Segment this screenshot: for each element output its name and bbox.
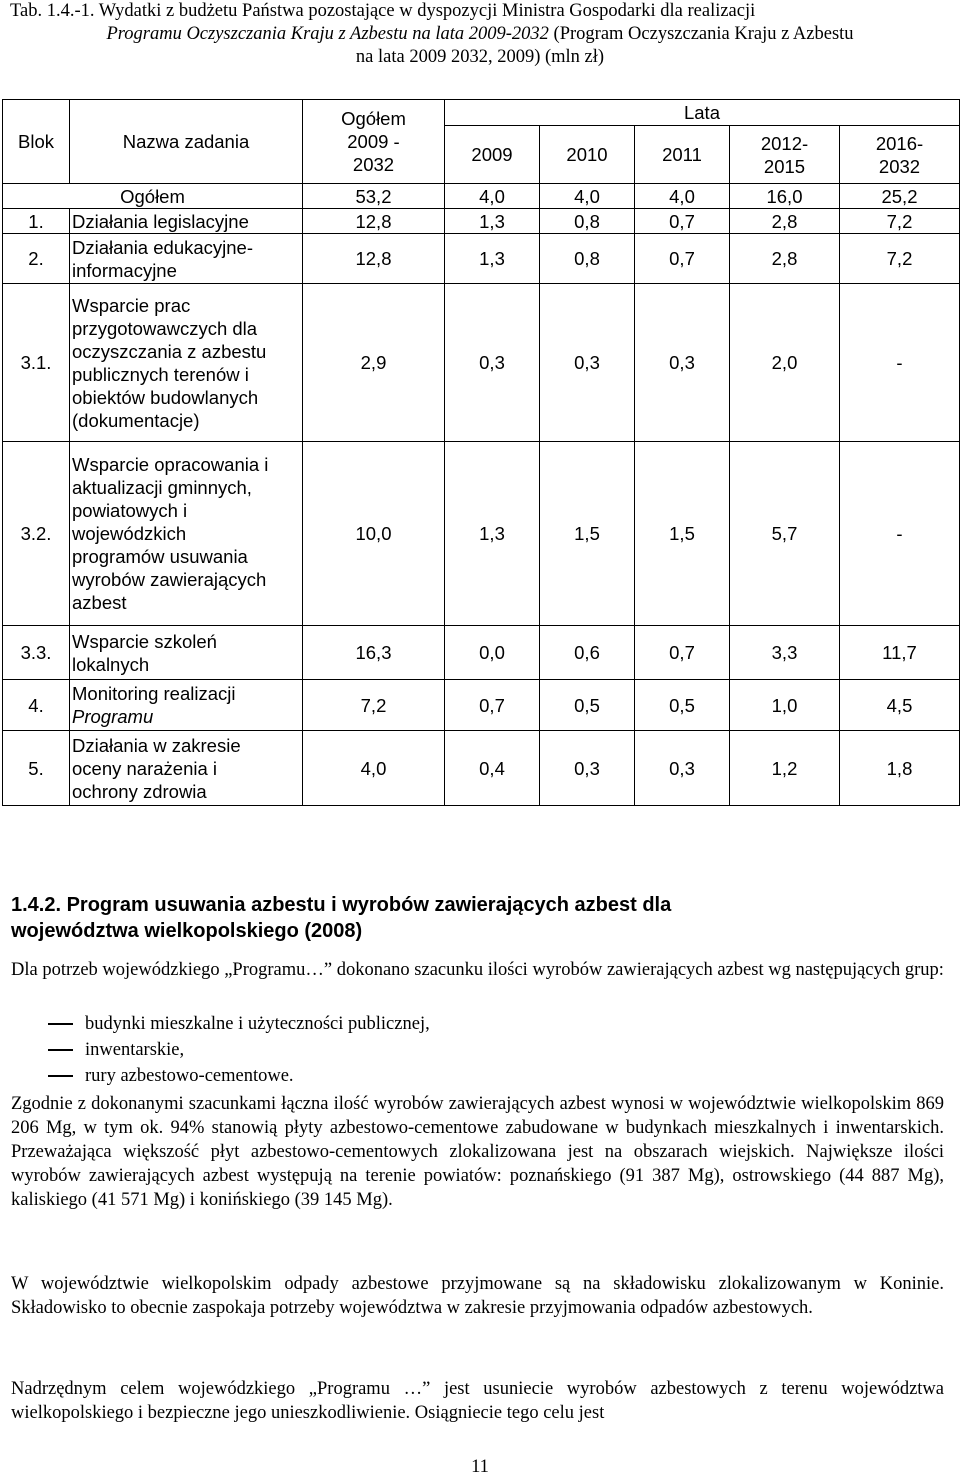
- caption-line-2: [106, 24, 853, 44]
- row-value: 5,7: [730, 442, 840, 626]
- table-row-total: [3, 184, 960, 209]
- table-row: [3, 626, 960, 680]
- row-value: -: [840, 284, 960, 442]
- row-name: Wsparcie opracowania i aktualizacji gminnych, powiatowych i wojewódzkich programów usuwania wyrobów zawierających azbest: [70, 442, 303, 626]
- row-value: 1,2: [730, 731, 840, 806]
- row-value: 7,2: [840, 234, 960, 284]
- row-value: 0,3: [540, 284, 635, 442]
- dash-bullet: [48, 1075, 73, 1077]
- row-value: 12,8: [303, 209, 445, 234]
- row-value: -: [840, 442, 960, 626]
- row-value: 0,7: [445, 680, 540, 731]
- group-list: [11, 1011, 944, 1089]
- row-value: 2,8: [730, 234, 840, 284]
- row-value: 7,2: [840, 209, 960, 234]
- caption-program-ref: (Program Oczyszczania Kraju z Azbestu: [548, 24, 854, 44]
- paragraph-goal: Nadrzędnym celem wojewódzkiego „Programu …” jest usuniecie wyrobów azbestowych z terenu województwa wielkopolskiego i bezpieczne jego unieszkodliwienie. Osiągniecie tego celu jest: [11, 1379, 944, 1423]
- row-blok: 1.: [3, 209, 70, 234]
- table-row: [3, 442, 960, 626]
- header-year-2009: 2009: [445, 126, 540, 184]
- row-blok: 3.2.: [3, 442, 70, 626]
- row-name: Działania w zakresie oceny narażenia i ochrony zdrowia: [70, 731, 303, 806]
- row-value: 1,5: [540, 442, 635, 626]
- row-value: 0,0: [445, 626, 540, 680]
- row-value: 11,7: [840, 626, 960, 680]
- row-blok: 4.: [3, 680, 70, 731]
- dash-bullet: [48, 1023, 73, 1025]
- caption-line-3: na lata 2009 2032, 2009) (mln zł): [355, 47, 605, 67]
- table-row: [3, 284, 960, 442]
- row-value: 0,3: [540, 731, 635, 806]
- header-blok: Blok: [3, 100, 70, 184]
- paragraph-estimates: Zgodnie z dokonanymi szacunkami łączna ilość wyrobów zawierających azbest wynosi w województwie wielkopolskim 869 206 Mg, w tym ok. 94% stanowią płyty azbestowo-cementowe zabudowane w budynkach mieszkalnych i inwentarskich. Przeważająca większość płyt azbestowo-cementowych zlokalizowana jest na obszarach wiejskich. Największe ilości wyrobów zawierających azbest występują na terenie powiatów: poznańskiego (91 387 Mg), ostrowskiego (44 887 Mg), kaliskiego (41 571 Mg) i konińskiego (39 145 Mg).: [11, 1094, 944, 1210]
- row-value: 0,6: [540, 626, 635, 680]
- table-caption: [10, 0, 950, 69]
- row-value: 10,0: [303, 442, 445, 626]
- row-value: 1,3: [445, 209, 540, 234]
- row-value: 1,8: [840, 731, 960, 806]
- total-ogolem: 53,2: [303, 184, 445, 209]
- total-label: Ogółem: [3, 184, 303, 209]
- row-value: 0,5: [540, 680, 635, 731]
- total-2009: 4,0: [445, 184, 540, 209]
- row-value: 0,8: [540, 234, 635, 284]
- row-blok: 3.3.: [3, 626, 70, 680]
- table-row: [3, 680, 960, 731]
- total-2016-2032: 25,2: [840, 184, 960, 209]
- intro-paragraph: Dla potrzeb wojewódzkiego „Programu…” dokonano szacunku ilości wyrobów zawierających azbest wg następujących grup:: [11, 960, 944, 980]
- row-value: 1,5: [635, 442, 730, 626]
- header-lata: Lata: [445, 100, 960, 126]
- header-year-2010: 2010: [540, 126, 635, 184]
- row-blok: 5.: [3, 731, 70, 806]
- row-name: Wsparcie prac przygotowawczych dla oczyszczania z azbestu publicznych terenów i obiektów budowlanych (dokumentacje): [70, 284, 303, 442]
- row-value: 7,2: [303, 680, 445, 731]
- row-value: 0,3: [445, 284, 540, 442]
- row-name: Działania legislacyjne: [70, 209, 303, 234]
- row-value: 0,7: [635, 626, 730, 680]
- row-value: 4,0: [303, 731, 445, 806]
- header-years-2016-2032: 2016- 2032: [840, 126, 960, 184]
- row-name: Wsparcie szkoleń lokalnych: [70, 626, 303, 680]
- row-name: Działania edukacyjne- informacyjne: [70, 234, 303, 284]
- section-heading: 1.4.2. Program usuwania azbestu i wyrobów zawierających azbest dla województwa wielkopolskiego (2008): [11, 894, 672, 942]
- header-year-2011: 2011: [635, 126, 730, 184]
- total-2012-2015: 16,0: [730, 184, 840, 209]
- row-value: 2,9: [303, 284, 445, 442]
- total-2011: 4,0: [635, 184, 730, 209]
- row-value: 0,7: [635, 209, 730, 234]
- dash-bullet: [48, 1049, 73, 1051]
- row-value: 12,8: [303, 234, 445, 284]
- paragraph-landfill: W województwie wielkopolskim odpady azbestowe przyjmowane są na składowisku zlokalizowanym w Koninie. Składowisko to obecnie zaspokaja potrzeby województwa w zakresie przyjmowania odpadów azbestowych.: [11, 1274, 944, 1318]
- list-item: budynki mieszkalne i użyteczności publicznej,: [11, 1011, 944, 1037]
- row-value: 2,8: [730, 209, 840, 234]
- row-value: 1,3: [445, 442, 540, 626]
- row-value: 4,5: [840, 680, 960, 731]
- row-value: 1,3: [445, 234, 540, 284]
- total-2010: 4,0: [540, 184, 635, 209]
- row-blok: 2.: [3, 234, 70, 284]
- caption-line-1: Tab. 1.4.-1. Wydatki z budżetu Państwa pozostające w dyspozycji Ministra Gospodarki dla realizacji: [10, 1, 756, 21]
- row-value: 0,3: [635, 284, 730, 442]
- table-row: [3, 234, 960, 284]
- table-row: [3, 731, 960, 806]
- list-item: rury azbestowo-cementowe.: [11, 1063, 944, 1089]
- row-value: 0,8: [540, 209, 635, 234]
- row-value: 2,0: [730, 284, 840, 442]
- header-ogolem: Ogółem 2009 - 2032: [303, 100, 445, 184]
- list-item: inwentarskie,: [11, 1037, 944, 1063]
- row-value: 16,3: [303, 626, 445, 680]
- expenditure-table: [2, 99, 960, 806]
- header-nazwa-zadania: Nazwa zadania: [70, 100, 303, 184]
- page-number: 11: [471, 1457, 489, 1477]
- row-value: 0,5: [635, 680, 730, 731]
- row-value: 0,7: [635, 234, 730, 284]
- row-value: 0,3: [635, 731, 730, 806]
- row-value: 0,4: [445, 731, 540, 806]
- row-blok: 3.1.: [3, 284, 70, 442]
- table-row: [3, 209, 960, 234]
- row-value: 3,3: [730, 626, 840, 680]
- row-value: 1,0: [730, 680, 840, 731]
- caption-program-title: Programu Oczyszczania Kraju z Azbestu na lata 2009-2032: [106, 24, 549, 44]
- header-years-2012-2015: 2012- 2015: [730, 126, 840, 184]
- row-name: Monitoring realizacji Programu: [70, 680, 303, 731]
